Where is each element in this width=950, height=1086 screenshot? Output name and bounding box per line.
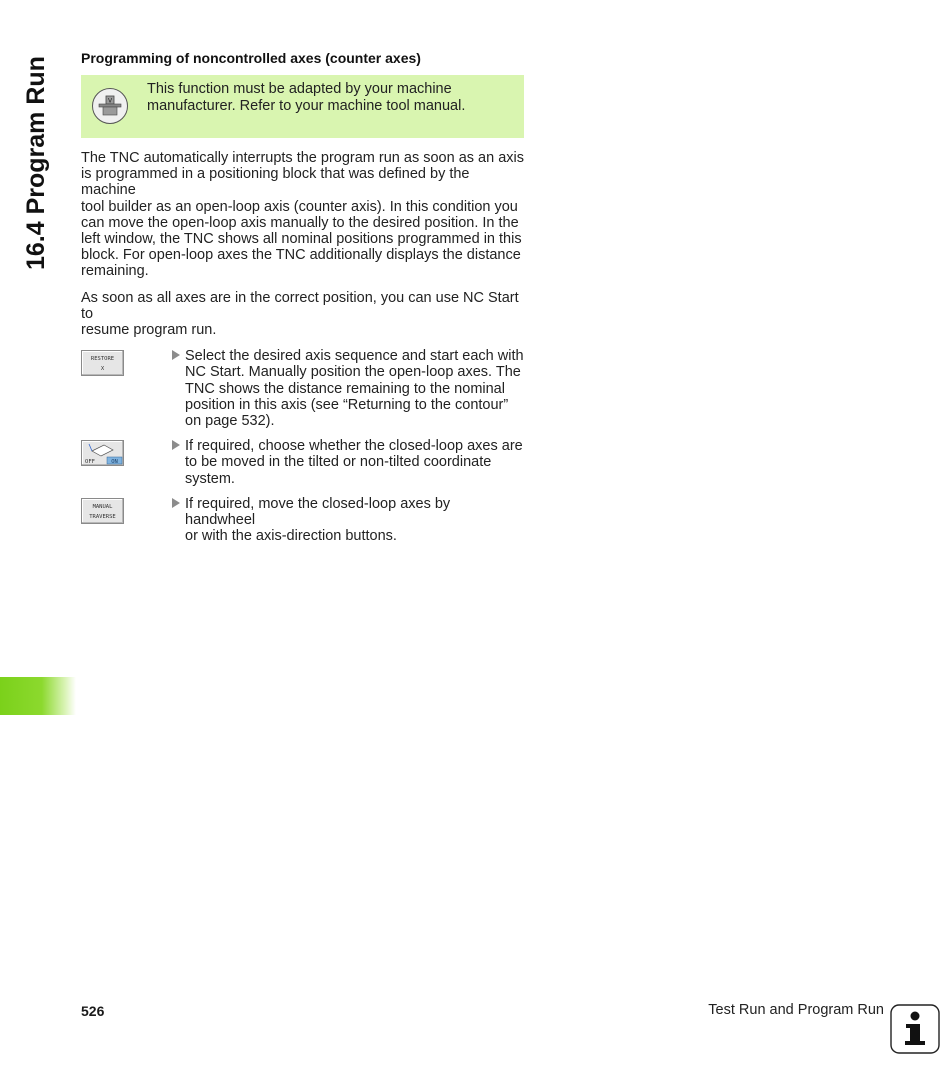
text-line: or with the axis-direction buttons. <box>185 528 397 545</box>
page-number: 526 <box>81 1003 105 1019</box>
text-line: system. <box>185 470 235 487</box>
triangle-bullet-icon <box>172 350 180 360</box>
text-line: NC Start. Manually position the open-loop axes. The <box>185 364 521 381</box>
step-restore-axis <box>81 348 524 429</box>
note-line: manufacturer. Refer to your machine tool manual. <box>147 97 466 114</box>
chapter-tab-marker <box>0 677 76 715</box>
text-line: block. For open-loop axes the TNC additionally displays the distance <box>81 247 521 264</box>
step-text <box>172 496 524 545</box>
main-content <box>81 50 524 553</box>
text-line: The TNC automatically interrupts the program run as soon as an axis <box>81 150 524 166</box>
note-text <box>147 81 517 114</box>
text-line: is programmed in a positioning block that was defined by the machine <box>81 166 470 199</box>
paragraph-resume <box>81 290 524 339</box>
svg-text:V: V <box>107 97 113 105</box>
machine-manufacturer-icon <box>92 88 128 124</box>
step-text <box>172 438 524 487</box>
restore-x-softkey[interactable] <box>81 350 124 376</box>
paragraph-interrupt <box>81 150 524 280</box>
softkey-label: MANUAL <box>92 503 113 510</box>
softkey-off-label: OFF <box>85 459 95 466</box>
text-line: resume program run. <box>81 322 217 339</box>
text-line: tool builder as an open-loop axis (counter axis). In this condition you <box>81 198 518 215</box>
text-line: left window, the TNC shows all nominal positions programmed in this <box>81 231 522 248</box>
manufacturer-note <box>81 75 524 138</box>
softkey-label: TRAVERSE <box>89 513 116 520</box>
side-chapter-title: 16.4 Program Run <box>22 56 50 270</box>
softkey-label: X <box>100 366 105 373</box>
softkey-label: RESTORE <box>90 356 115 363</box>
tilted-plane-toggle-softkey[interactable] <box>81 440 124 466</box>
text-line: remaining. <box>81 263 149 280</box>
text-line: If required, choose whether the closed-loop axes are <box>185 438 523 455</box>
text-line: Select the desired axis sequence and start each with <box>185 348 524 365</box>
footer-chapter-title: Test Run and Program Run <box>708 1002 884 1018</box>
text-line: position in this axis (see “Returning to the contour” <box>185 396 509 413</box>
manual-traverse-softkey[interactable] <box>81 498 124 524</box>
section-heading: Programming of noncontrolled axes (counter axes) <box>81 50 421 66</box>
text-line: to be moved in the tilted or non-tilted coordinate <box>185 454 492 471</box>
step-tilted-coordinates <box>81 438 524 487</box>
text-line: can move the open-loop axis manually to the desired position. In the <box>81 214 519 231</box>
tilted-plane-icon <box>82 441 123 465</box>
info-icon <box>890 1004 940 1054</box>
step-text <box>172 348 524 429</box>
text-line: If required, move the closed-loop axes by handwheel <box>185 495 451 529</box>
text-line: TNC shows the distance remaining to the nominal <box>185 380 505 397</box>
triangle-bullet-icon <box>172 498 180 508</box>
note-line: This function must be adapted by your machine <box>147 81 452 97</box>
text-line: As soon as all axes are in the correct position, you can use NC Start to <box>81 289 519 322</box>
step-manual-traverse <box>81 496 524 545</box>
softkey-on-label: ON <box>111 459 118 466</box>
text-line: on page 532). <box>185 413 275 430</box>
triangle-bullet-icon <box>172 440 180 450</box>
